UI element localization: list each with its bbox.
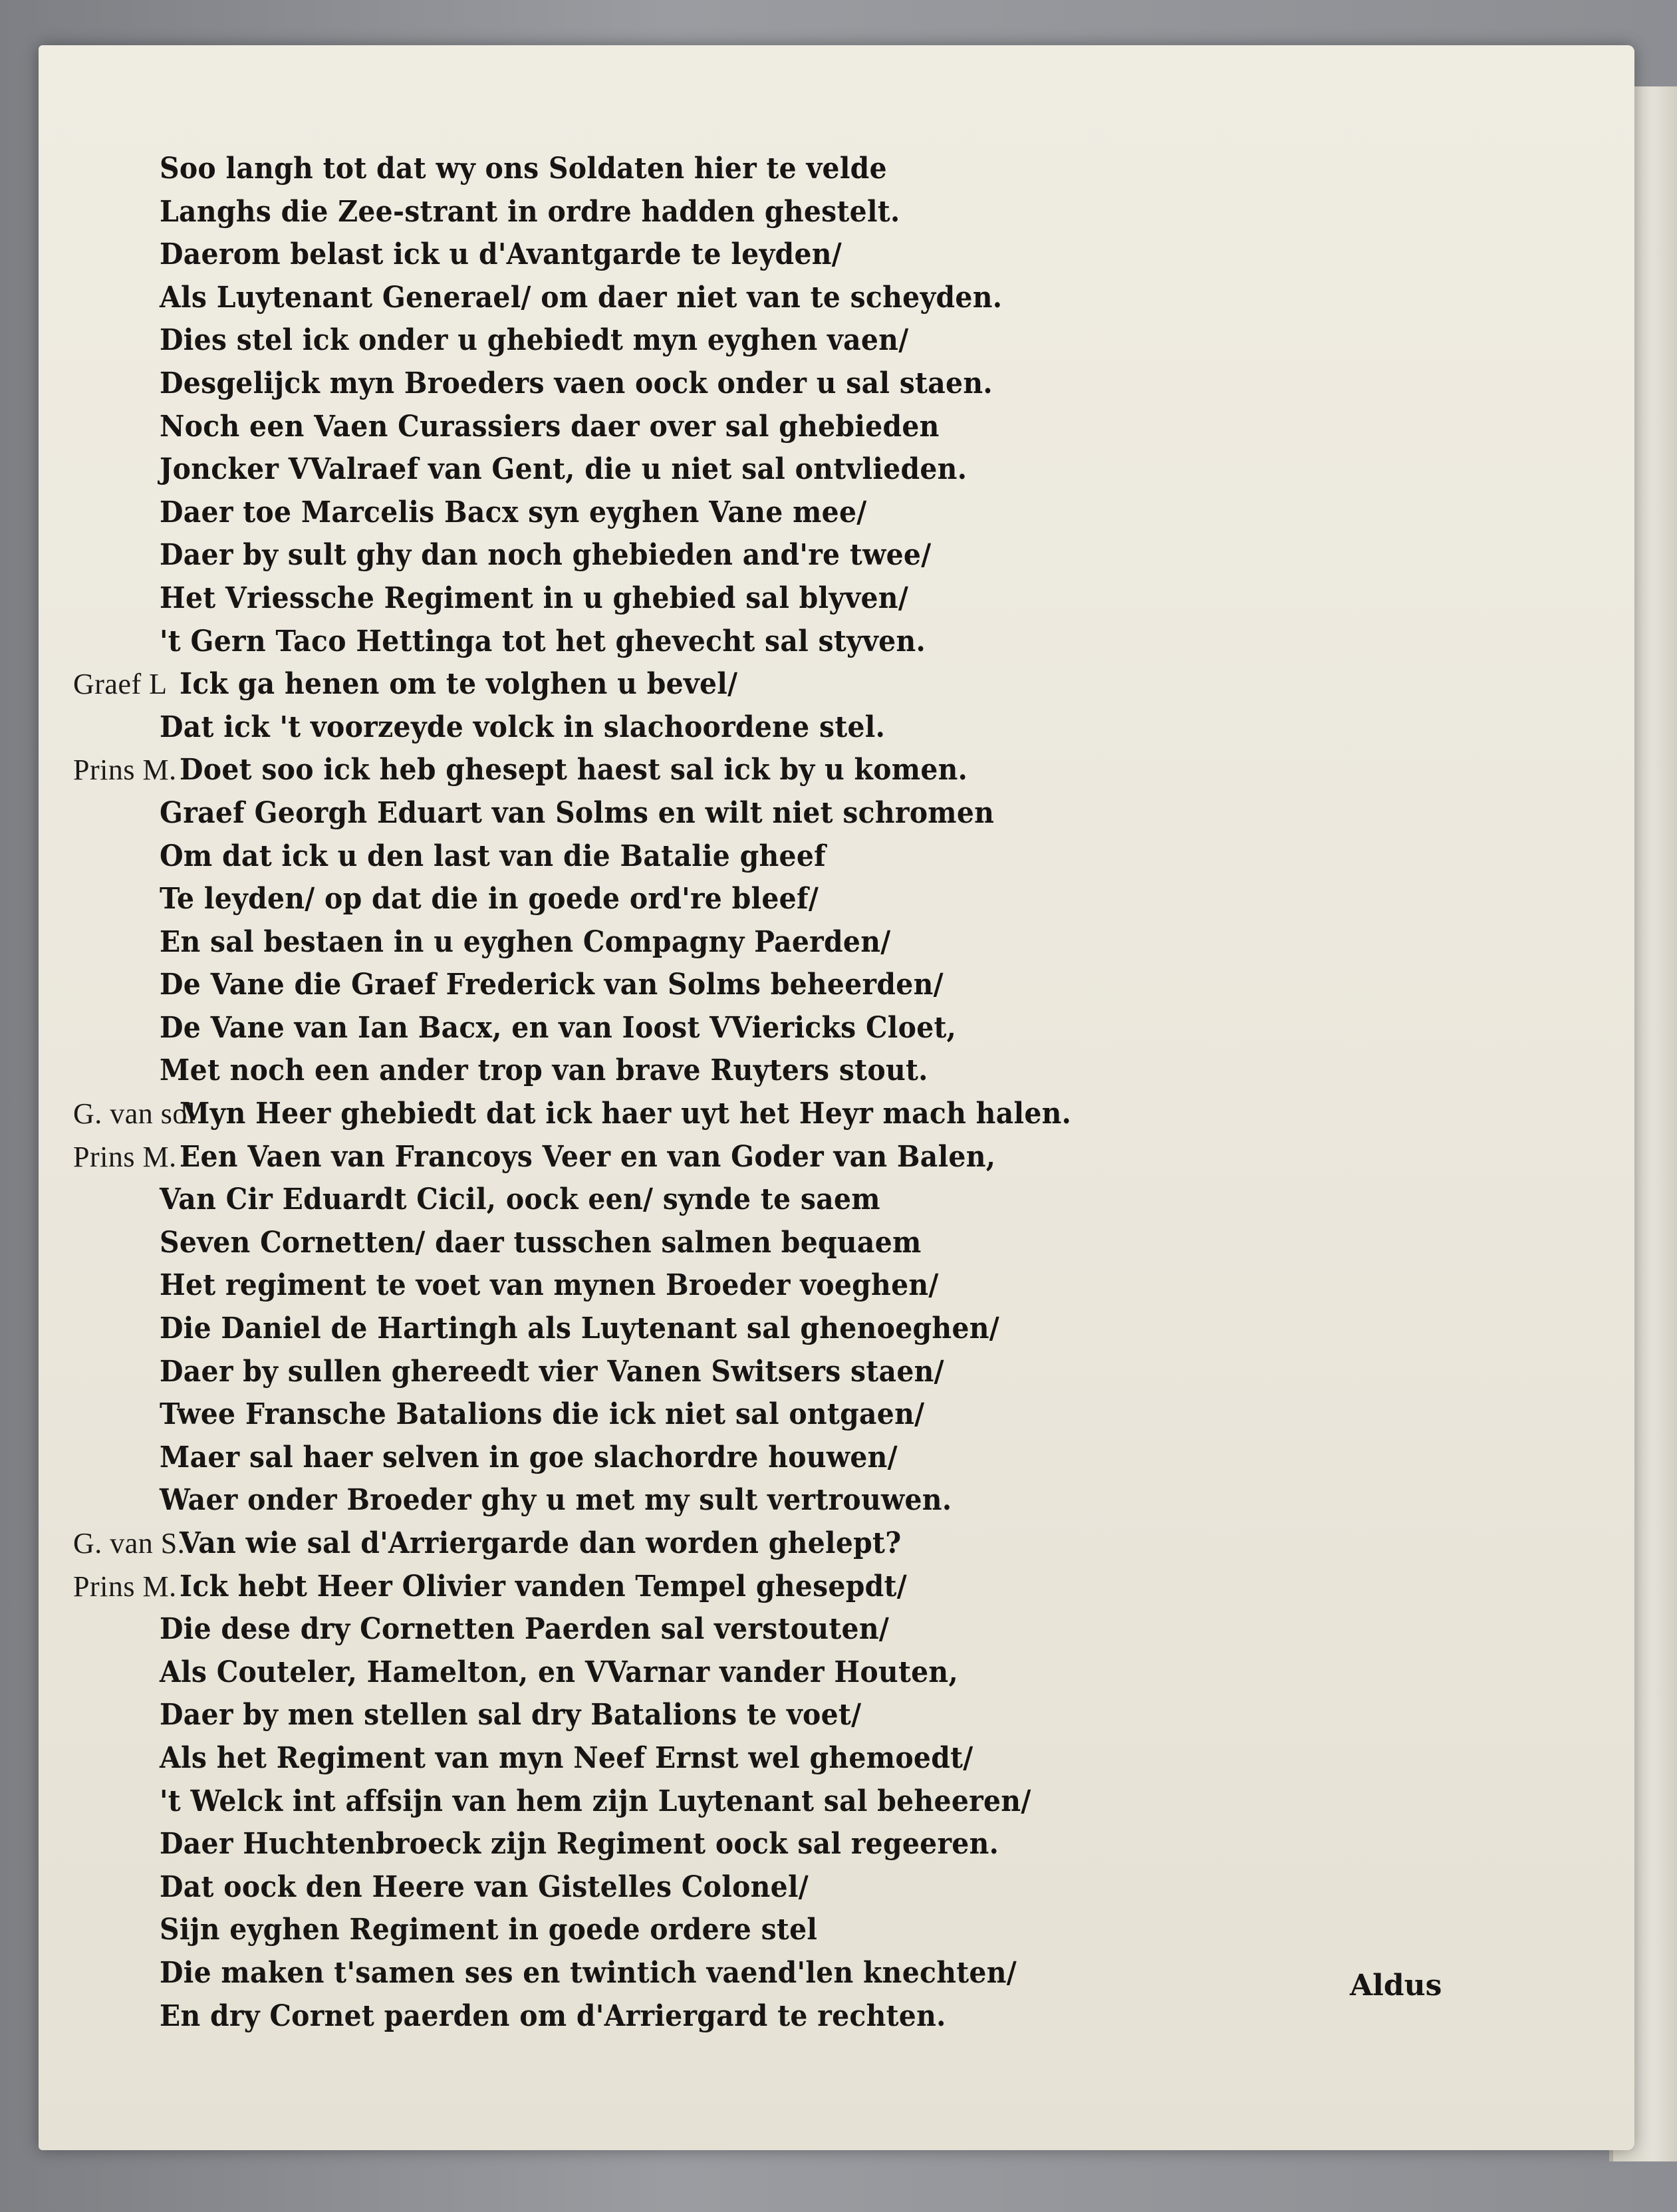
verse-text: Daer toe Marcelis Bacx syn eyghen Vane mee/ bbox=[160, 495, 867, 529]
verse-text: Maer sal haer selven in goe slachordre houwen/ bbox=[160, 1440, 898, 1474]
verse-text: Noch een Vaen Curassiers daer over sal ghebieden bbox=[160, 409, 940, 444]
verse-text: Daer Huchtenbroeck zijn Regiment oock sal regeeren. bbox=[160, 1827, 999, 1862]
verse-line bbox=[160, 319, 1489, 362]
verse-text: Langhs die Zee-strant in ordre hadden ghestelt. bbox=[160, 194, 900, 229]
verse-text: Als het Regiment van myn Neef Ernst wel ghemoedt/ bbox=[160, 1740, 973, 1775]
verse-text: De Vane van Ian Bacx, en van Ioost VViericks Cloet, bbox=[160, 1010, 957, 1045]
verse-line bbox=[160, 577, 1489, 621]
verse-text: Als Couteler, Hamelton, en VVarnar vander Houten, bbox=[160, 1655, 958, 1689]
verse-text: En dry Cornet paerden om d'Arriergard te rechten. bbox=[160, 1999, 946, 2033]
verse-text: Soo langh tot dat wy ons Soldaten hier te velde bbox=[160, 152, 887, 186]
verse-line bbox=[160, 277, 1489, 320]
verse-text: Van Cir Eduardt Cicil, oock een/ synde te saem bbox=[160, 1182, 880, 1217]
verse-text: Het Vriessche Regiment in u ghebied sal blyven/ bbox=[160, 581, 909, 615]
verse-line bbox=[160, 1437, 1489, 1480]
verse-line bbox=[160, 491, 1489, 535]
speaker-label: Graef L bbox=[73, 668, 168, 701]
verse-line bbox=[160, 1608, 1489, 1651]
verse-text: Sijn eyghen Regiment in goede ordere stel bbox=[160, 1913, 818, 1947]
verse-line bbox=[160, 448, 1489, 491]
verse-line bbox=[160, 1264, 1489, 1308]
verse-text: Het regiment te voet van mynen Broeder voeghen/ bbox=[160, 1268, 939, 1303]
verse-text: De Vane die Graef Frederick van Solms beheerden/ bbox=[160, 968, 944, 1002]
verse-line bbox=[160, 621, 1489, 664]
verse-text: Seven Cornetten/ daer tusschen salmen bequaem bbox=[160, 1225, 922, 1260]
verse-line bbox=[160, 1308, 1489, 1351]
catchword: Aldus bbox=[1350, 1969, 1442, 2003]
verse-text: Dies stel ick onder u ghebiedt myn eyghen vaen/ bbox=[160, 323, 909, 358]
verse-text: Graef Georgh Eduart van Solms en wilt niet schromen bbox=[160, 795, 995, 830]
verse-line bbox=[160, 1995, 1489, 2038]
verse-line bbox=[160, 1909, 1489, 1952]
speaker-label: Prins M. bbox=[73, 754, 177, 787]
verse-text: Myn Heer ghebiedt dat ick haer uyt het Heyr mach halen. bbox=[180, 1097, 1072, 1131]
verse-text: Ick ga henen om te volghen u bevel/ bbox=[180, 667, 738, 702]
verse-line bbox=[160, 1007, 1489, 1050]
verse-text: Joncker VValraef van Gent, die u niet sal ontvlieden. bbox=[160, 452, 968, 487]
verse-text: Die dese dry Cornetten Paerden sal verstouten/ bbox=[160, 1612, 890, 1647]
verse-text: Twee Fransche Batalions die ick niet sal ontgaen/ bbox=[160, 1397, 925, 1432]
verse-line bbox=[160, 1694, 1489, 1737]
verse-line bbox=[160, 964, 1489, 1007]
verse-line bbox=[160, 1479, 1489, 1522]
verse-text: Dat oock den Heere van Gistelles Colonel/ bbox=[160, 1869, 809, 1904]
verse-line bbox=[73, 1136, 1489, 1179]
verse-line bbox=[160, 1823, 1489, 1866]
verse-line bbox=[160, 1952, 1489, 1995]
verse-text: Desgelijck myn Broeders vaen oock onder u sal staen. bbox=[160, 366, 993, 400]
verse-text-block bbox=[73, 148, 1489, 2038]
speaker-label: Prins M. bbox=[73, 1570, 177, 1603]
verse-text: Daer by men stellen sal dry Batalions te voet/ bbox=[160, 1698, 862, 1732]
verse-line bbox=[160, 1393, 1489, 1437]
verse-line bbox=[160, 406, 1489, 449]
verse-line bbox=[160, 1178, 1489, 1222]
speaker-label: G. van S. bbox=[73, 1527, 186, 1560]
verse-text: Daer by sult ghy dan noch ghebieden and're twee/ bbox=[160, 538, 932, 573]
verse-line bbox=[160, 706, 1489, 750]
verse-text: Ick hebt Heer Olivier vanden Tempel ghesepdt/ bbox=[180, 1569, 907, 1603]
verse-line bbox=[73, 749, 1489, 792]
verse-line bbox=[73, 1093, 1489, 1136]
verse-text: Met noch een ander trop van brave Ruyters stout. bbox=[160, 1053, 928, 1088]
verse-line bbox=[160, 1049, 1489, 1093]
verse-text: Van wie sal d'Arriergarde dan worden ghelept? bbox=[180, 1526, 902, 1560]
verse-text: Daerom belast ick u d'Avantgarde te leyden/ bbox=[160, 237, 842, 272]
verse-line bbox=[160, 835, 1489, 879]
verse-text: Doet soo ick heb ghesept haest sal ick by u komen. bbox=[180, 753, 968, 787]
verse-line bbox=[160, 1866, 1489, 1909]
speaker-label: Prins M. bbox=[73, 1140, 177, 1173]
verse-line bbox=[160, 362, 1489, 406]
verse-line bbox=[160, 1737, 1489, 1780]
verse-text: 't Welck int affsijn van hem zijn Luytenant sal beheeren/ bbox=[160, 1784, 1031, 1818]
verse-text: Die maken t'samen ses en twintich vaend'len knechten/ bbox=[160, 1955, 1017, 1990]
verse-line bbox=[73, 1522, 1489, 1566]
verse-line bbox=[160, 534, 1489, 577]
speaker-label: G. van sol bbox=[73, 1097, 196, 1131]
verse-text: Om dat ick u den last van die Batalie gheef bbox=[160, 839, 827, 873]
verse-text: Een Vaen van Francoys Veer en van Goder van Balen, bbox=[180, 1139, 996, 1174]
verse-line bbox=[160, 148, 1489, 191]
verse-text: Daer by sullen ghereedt vier Vanen Switsers staen/ bbox=[160, 1354, 944, 1389]
verse-text: Die Daniel de Hartingh als Luytenant sal ghenoeghen/ bbox=[160, 1312, 1000, 1346]
verse-line bbox=[160, 921, 1489, 964]
verse-line bbox=[160, 878, 1489, 921]
verse-line bbox=[73, 1566, 1489, 1609]
verse-text: 't Gern Taco Hettinga tot het ghevecht sal styven. bbox=[160, 624, 926, 658]
verse-text: Dat ick 't voorzeyde volck in slachoordene stel. bbox=[160, 710, 886, 744]
verse-text: En sal bestaen in u eyghen Compagny Paerden/ bbox=[160, 924, 891, 959]
verse-line bbox=[73, 663, 1489, 706]
verse-line bbox=[160, 792, 1489, 835]
verse-line bbox=[160, 1780, 1489, 1824]
verse-line bbox=[160, 1222, 1489, 1265]
verse-text: Te leyden/ op dat die in goede ord're bleef/ bbox=[160, 882, 819, 916]
verse-line bbox=[160, 1351, 1489, 1394]
verse-line bbox=[160, 1651, 1489, 1695]
verse-line bbox=[160, 191, 1489, 234]
verse-line bbox=[160, 233, 1489, 277]
verse-text: Als Luytenant Generael/ om daer niet van te scheyden. bbox=[160, 280, 1003, 315]
verse-text: Waer onder Broeder ghy u met my sult vertrouwen. bbox=[160, 1483, 952, 1518]
